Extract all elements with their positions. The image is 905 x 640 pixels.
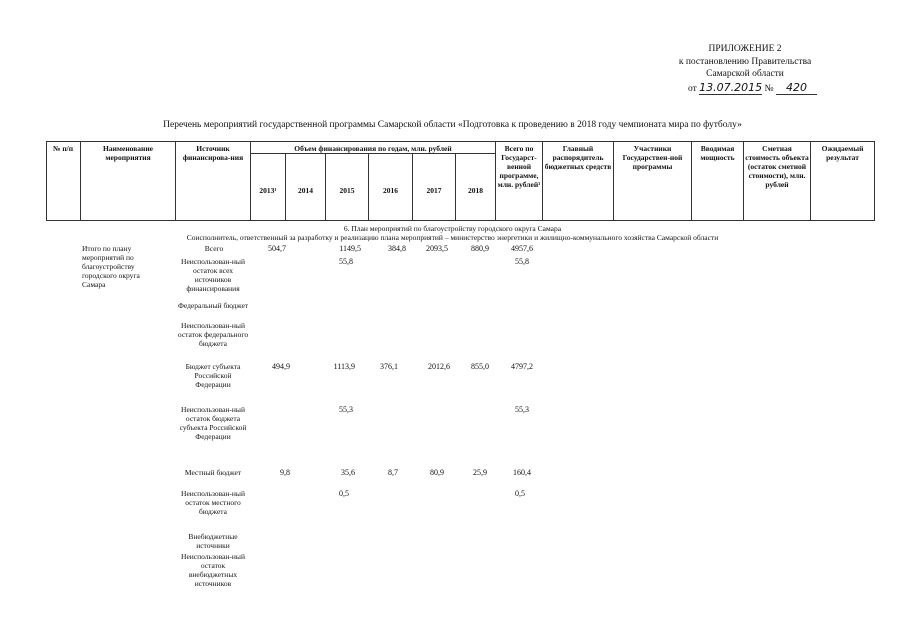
appendix-title: ПРИЛОЖЕНИЕ 2 (708, 44, 782, 54)
value-2018: 25,9 (473, 468, 487, 477)
value-2017: 80,9 (430, 468, 444, 477)
col-header-name: Наименование мероприятия (103, 144, 153, 162)
source-cell: Неиспользован-ный остаток всех источников финансирования (181, 257, 245, 293)
value-2018: 880,9 (471, 244, 489, 253)
appendix-date-line (688, 82, 838, 95)
value-2015: 55,8 (339, 257, 353, 266)
value-2015: 35,6 (341, 468, 355, 477)
value-2015: 1149,5 (339, 244, 361, 253)
coexecutor-line: Соисполнитель, ответственный за разработку и реализацию плана мероприятий – министерство энергетики и жилищно-коммунального хозяйства Самарской области (186, 233, 719, 242)
value-2015: 0,5 (339, 489, 349, 498)
document-title: Перечень мероприятий государственной программы Самарской области «Подготовка к проведению в 2018 году чемпионата мира по футболу» (163, 120, 742, 130)
value-total: 0,5 (515, 489, 525, 498)
col-header-total: Всего по Государст-венной программе, млн. рублей¹ (497, 144, 541, 189)
value-total: 55,3 (515, 405, 529, 414)
col-header-estimate: Сметная стоимость объекта (остаток сметной стоимости), млн. рублей (745, 144, 809, 189)
col-header-source: Источник финансирова-ния (182, 144, 244, 162)
source-cell: Всего (204, 244, 224, 253)
source-cell: Неиспользован-ный остаток бюджета субъекта Российской Федерации (179, 405, 247, 441)
value-2017: 2012,6 (428, 362, 450, 371)
value-total: 55,8 (515, 257, 529, 266)
col-header-manager: Главный распорядитель бюджетных средств (544, 144, 612, 171)
value-2013: 494,9 (272, 362, 290, 371)
source-cell: Неиспользован-ный остаток внебюджетных источников (181, 552, 245, 588)
value-2013: 504,7 (268, 244, 286, 253)
col-header-2013: 2013¹ (259, 186, 277, 195)
value-2018: 855,0 (471, 362, 489, 371)
value-2016: 8,7 (388, 468, 398, 477)
source-cell: Внебюджетные источники (188, 532, 238, 550)
value-2013: 9,8 (280, 468, 290, 477)
source-cell: Федеральный бюджет (177, 301, 249, 310)
number-handwritten: 420 (776, 81, 817, 95)
value-total: 160,4 (513, 468, 531, 477)
value-2016: 376,1 (380, 362, 398, 371)
item-label: Итого по плану мероприятий по благоустройству городского округа Самара (82, 244, 140, 289)
col-header-participants: Участники Государствен-ной программы (622, 144, 683, 171)
value-2015: 55,3 (339, 405, 353, 414)
appendix-line2: Самарской области (706, 69, 784, 79)
value-2016: 384,8 (388, 244, 406, 253)
source-cell: Бюджет субъекта Российской Федерации (185, 362, 241, 389)
appendix-line1: к постановлению Правительства (678, 57, 812, 67)
col-header-result: Ожидаемый результат (821, 144, 864, 162)
source-cell: Неиспользован-ный остаток федерального бюджета (177, 321, 249, 348)
value-2015: 1113,9 (333, 362, 355, 371)
section-title: 6. План мероприятий по благоустройству городского округа Самара (343, 224, 562, 233)
source-cell: Неиспользован-ный остаток местного бюджета (181, 489, 245, 516)
col-header-num: № п/п (52, 144, 74, 153)
value-2017: 2093,5 (426, 244, 448, 253)
date-handwritten: 13.07.2015 (699, 81, 763, 94)
value-total: 4957,6 (511, 244, 533, 253)
col-header-volume: Объем финансирования по годам, млн. рублей (294, 144, 452, 153)
source-cell: Местный бюджет (184, 468, 242, 477)
number-label: № (764, 84, 774, 94)
col-header-capacity: Вводимая мощность (700, 144, 735, 162)
col-header-2017: 2017 (426, 186, 442, 195)
col-header-2014: 2014 (298, 186, 313, 195)
col-header-2015: 2015 (339, 186, 355, 195)
from-label: от (688, 84, 697, 94)
col-header-2018: 2018 (468, 186, 483, 195)
col-header-2016: 2016 (383, 186, 398, 195)
value-total: 4797,2 (511, 362, 533, 371)
